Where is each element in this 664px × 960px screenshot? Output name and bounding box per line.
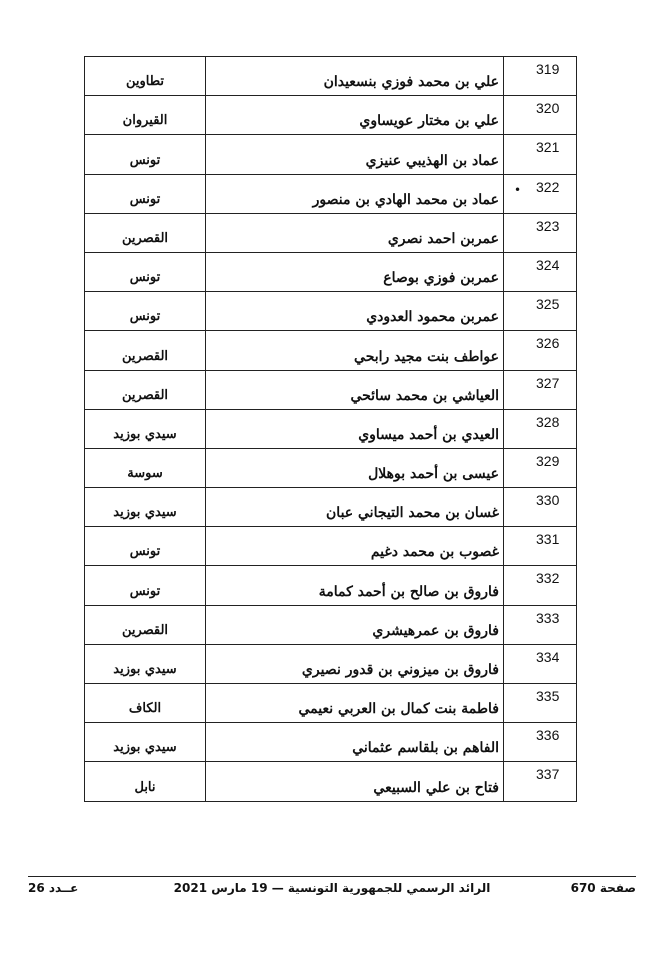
table-row bbox=[85, 292, 576, 331]
name-cell bbox=[205, 488, 503, 526]
row-number: 325 bbox=[536, 296, 560, 313]
number-cell bbox=[503, 96, 576, 134]
row-number: 320 bbox=[536, 100, 560, 117]
person-name: فتاح بن علي السبيعي bbox=[373, 779, 499, 796]
number-cell bbox=[503, 527, 576, 565]
governorate: نابل bbox=[134, 779, 156, 795]
table-row bbox=[85, 527, 576, 566]
row-number: 329 bbox=[536, 452, 560, 469]
table-row bbox=[85, 371, 576, 410]
governorate: تونس bbox=[129, 544, 161, 560]
number-cell bbox=[503, 723, 576, 761]
governorate: القصرين bbox=[121, 230, 169, 246]
governorate: تونس bbox=[129, 152, 161, 168]
table-row bbox=[85, 606, 576, 645]
governorate: تونس bbox=[129, 309, 161, 325]
table-row bbox=[85, 566, 576, 605]
person-name: العياشي بن محمد سائحي bbox=[350, 387, 499, 404]
number-cell bbox=[503, 684, 576, 722]
number-cell bbox=[503, 214, 576, 252]
table-row bbox=[85, 762, 576, 801]
number-cell bbox=[503, 175, 576, 213]
name-cell bbox=[205, 684, 503, 722]
table-row bbox=[85, 684, 576, 723]
name-cell bbox=[205, 449, 503, 487]
journal-title-date: الرائد الرسمي للجمهورية التونسية — 19 مارس 2021 bbox=[173, 881, 491, 895]
number-cell bbox=[503, 645, 576, 683]
person-name: غصوب بن محمد دغيم bbox=[370, 544, 499, 561]
name-cell bbox=[205, 57, 503, 95]
row-number: 323 bbox=[536, 217, 560, 234]
table-row bbox=[85, 410, 576, 449]
stray-dot: • bbox=[514, 182, 522, 197]
name-cell bbox=[205, 214, 503, 252]
place-cell bbox=[85, 449, 205, 487]
row-number: 332 bbox=[536, 570, 560, 587]
place-cell bbox=[85, 175, 205, 213]
name-cell bbox=[205, 331, 503, 369]
person-name: عماد بن الهذيبي عنيزي bbox=[365, 152, 499, 169]
row-number: 328 bbox=[536, 413, 560, 430]
number-cell bbox=[503, 253, 576, 291]
footer-divider bbox=[28, 876, 636, 877]
governorate: تونس bbox=[129, 270, 161, 286]
table-row bbox=[85, 449, 576, 488]
name-cell bbox=[205, 723, 503, 761]
person-name: فاروق بن عمرهيشري bbox=[372, 622, 499, 639]
table-row bbox=[85, 645, 576, 684]
person-name: غسان بن محمد التيجاني عبان bbox=[326, 505, 499, 522]
governorate: الكاف bbox=[128, 701, 162, 717]
name-cell bbox=[205, 96, 503, 134]
row-number: 331 bbox=[536, 531, 560, 548]
number-cell bbox=[503, 566, 576, 604]
person-name: عمربن محمود العدودي bbox=[366, 309, 499, 326]
place-cell bbox=[85, 566, 205, 604]
place-cell bbox=[85, 371, 205, 409]
governorate: سيدي بوزيد bbox=[113, 426, 177, 442]
governorate: تونس bbox=[129, 191, 161, 207]
place-cell bbox=[85, 214, 205, 252]
place-cell bbox=[85, 292, 205, 330]
number-cell bbox=[503, 488, 576, 526]
name-cell bbox=[205, 410, 503, 448]
person-name: عمربن فوزي بوصاع bbox=[383, 270, 499, 287]
row-number: 327 bbox=[536, 374, 560, 391]
place-cell bbox=[85, 253, 205, 291]
person-name: فاروق بن ميزوني بن قدور نصيري bbox=[301, 662, 499, 678]
table-row bbox=[85, 331, 576, 370]
place-cell bbox=[85, 645, 205, 683]
number-cell bbox=[503, 57, 576, 95]
table-row bbox=[85, 253, 576, 292]
row-number: 330 bbox=[536, 492, 560, 509]
governorate: سيدي بوزيد bbox=[113, 740, 177, 756]
place-cell bbox=[85, 723, 205, 761]
place-cell bbox=[85, 331, 205, 369]
row-number: 324 bbox=[536, 256, 560, 273]
place-cell bbox=[85, 135, 205, 173]
name-cell bbox=[205, 527, 503, 565]
row-number: 319 bbox=[536, 61, 560, 77]
number-cell bbox=[503, 606, 576, 644]
name-cell bbox=[205, 371, 503, 409]
person-name: عيسى بن أحمد بوهلال bbox=[368, 466, 499, 483]
person-name: العيدي بن أحمد ميساوي bbox=[358, 426, 499, 443]
number-cell bbox=[503, 449, 576, 487]
governorate: سيدي بوزيد bbox=[113, 505, 177, 521]
issue-number: عــدد 26 bbox=[28, 881, 79, 895]
governorate: تطاوين bbox=[125, 74, 165, 90]
number-cell bbox=[503, 135, 576, 173]
person-name: علي بن محمد فوزي بنسعيدان bbox=[323, 74, 499, 91]
table-row bbox=[85, 175, 576, 214]
table-row bbox=[85, 96, 576, 135]
row-number: 321 bbox=[536, 139, 560, 156]
row-number: 334 bbox=[536, 648, 560, 665]
table-row bbox=[85, 723, 576, 762]
governorate: القيروان bbox=[122, 113, 168, 129]
person-name: فاطمة بنت كمال بن العربي نعيمي bbox=[298, 701, 499, 718]
number-cell bbox=[503, 371, 576, 409]
name-cell bbox=[205, 175, 503, 213]
place-cell bbox=[85, 57, 205, 95]
name-cell bbox=[205, 253, 503, 291]
place-cell bbox=[85, 527, 205, 565]
place-cell bbox=[85, 606, 205, 644]
governorate: تونس bbox=[129, 583, 161, 599]
table-row bbox=[85, 488, 576, 527]
number-cell bbox=[503, 762, 576, 800]
person-name: الفاهم بن بلقاسم عثماني bbox=[352, 740, 499, 757]
governorate: سوسة bbox=[127, 466, 163, 482]
number-cell bbox=[503, 410, 576, 448]
governorate: القصرين bbox=[121, 348, 169, 364]
table-row bbox=[85, 57, 576, 96]
row-number: 333 bbox=[536, 609, 560, 626]
governorate: سيدي بوزيد bbox=[113, 662, 177, 677]
governorate: القصرين bbox=[121, 387, 169, 403]
number-cell bbox=[503, 292, 576, 330]
row-number: 326 bbox=[536, 335, 560, 352]
row-number: 337 bbox=[536, 766, 560, 783]
place-cell bbox=[85, 684, 205, 722]
person-name: علي بن مختار عويساوي bbox=[359, 113, 499, 130]
table-row bbox=[85, 214, 576, 253]
person-name: فاروق بن صالح بن أحمد كمامة bbox=[318, 583, 499, 600]
name-cell bbox=[205, 292, 503, 330]
row-number: 336 bbox=[536, 727, 560, 744]
page-footer bbox=[28, 881, 636, 901]
row-number: 335 bbox=[536, 688, 560, 704]
place-cell bbox=[85, 488, 205, 526]
name-cell bbox=[205, 606, 503, 644]
names-table bbox=[84, 56, 577, 802]
governorate: القصرين bbox=[121, 622, 169, 638]
name-cell bbox=[205, 566, 503, 604]
place-cell bbox=[85, 96, 205, 134]
number-cell bbox=[503, 331, 576, 369]
table-row bbox=[85, 135, 576, 174]
row-number: 322 bbox=[536, 178, 560, 195]
person-name: عماد بن محمد الهادي بن منصور bbox=[312, 191, 499, 208]
name-cell bbox=[205, 645, 503, 683]
page-number: صفحة 670 bbox=[570, 881, 636, 895]
place-cell bbox=[85, 410, 205, 448]
person-name: عواطف بنت مجيد رابحي bbox=[354, 348, 499, 365]
person-name: عمربن احمد نصري bbox=[387, 230, 499, 247]
place-cell bbox=[85, 762, 205, 800]
name-cell bbox=[205, 762, 503, 800]
name-cell bbox=[205, 135, 503, 173]
